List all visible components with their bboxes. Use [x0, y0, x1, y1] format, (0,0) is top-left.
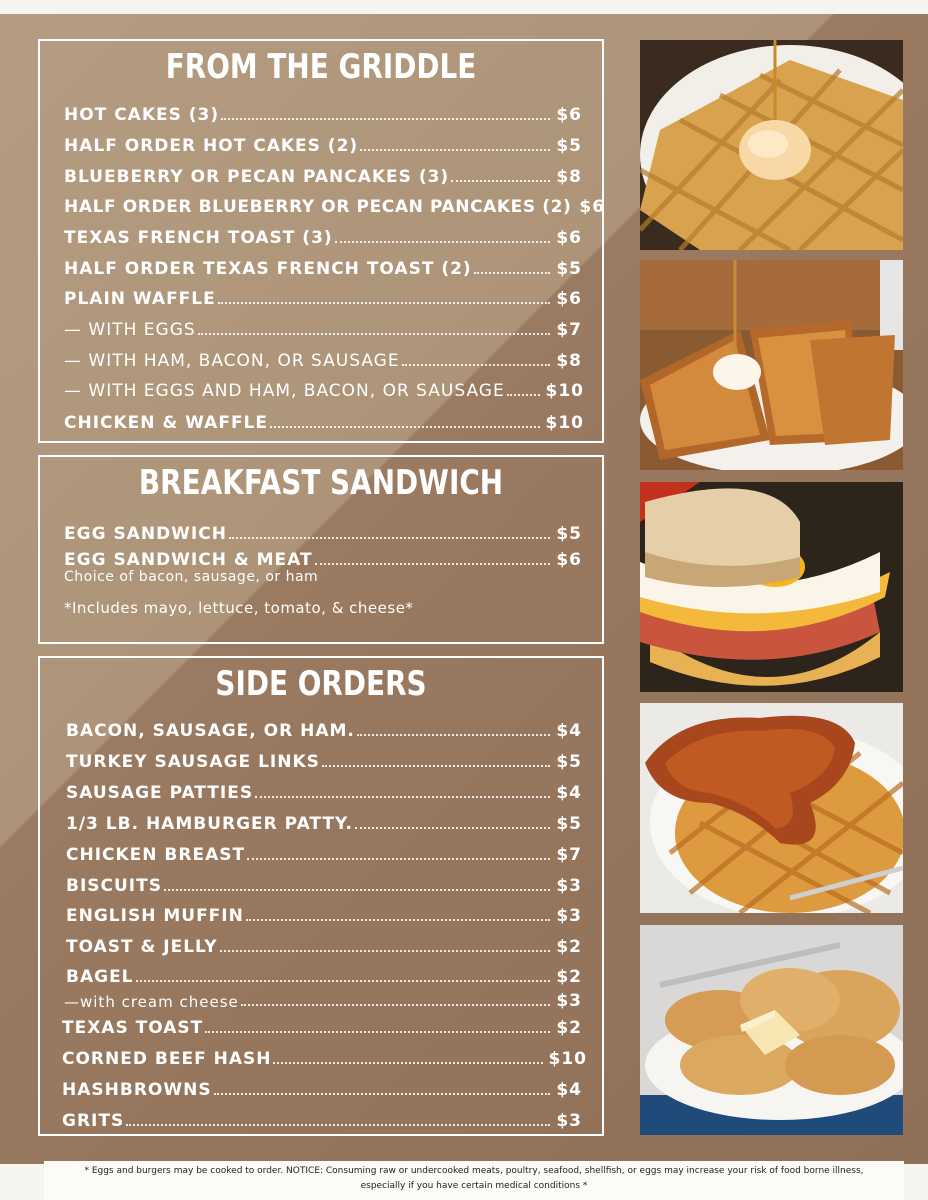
menu-item: BLUEBERRY OR PECAN PANCAKES (3) $8 — [64, 167, 582, 187]
price: $5 — [556, 814, 582, 834]
price: $4 — [556, 783, 582, 803]
price: $6 — [556, 228, 582, 248]
menu-item: ENGLISH MUFFIN $3 — [66, 906, 582, 926]
menu-item: HALF ORDER TEXAS FRENCH TOAST (2) $5 — [64, 259, 582, 279]
price: $2 — [556, 1018, 582, 1038]
price: $6 — [556, 289, 582, 309]
menu-item: HASHBROWNS $4 — [62, 1080, 582, 1100]
menu-item: TOAST & JELLY $2 — [66, 937, 582, 957]
price: $10 — [548, 1049, 587, 1069]
footer-line-1: * Eggs and burgers may be cooked to order. NOTICE: Consuming raw or undercooked meats, poultry, seafood, shellfish, or eggs may increase your risk of food borne illness, — [84, 1166, 864, 1176]
menu-item: CHICKEN BREAST $7 — [66, 845, 582, 865]
price: $5 — [556, 136, 582, 156]
menu-item: HALF ORDER HOT CAKES (2) $5 — [64, 136, 582, 156]
menu-item: BACON, SAUSAGE, OR HAM. $4 — [66, 721, 582, 741]
price: $8 — [556, 351, 582, 371]
menu-item: — WITH EGGS AND HAM, BACON, OR SAUSAGE $10 — [64, 381, 584, 401]
price: $10 — [545, 413, 584, 433]
price: $6 — [556, 105, 582, 125]
menu-item: CORNED BEEF HASH $10 — [62, 1049, 587, 1069]
footer-line-2: especially if you have certain medical conditions * — [360, 1181, 588, 1191]
choice-note: Choice of bacon, sausage, or ham — [64, 569, 319, 585]
menu-item: — WITH HAM, BACON, OR SAUSAGE $8 — [64, 351, 582, 371]
pancakes-with-butter-photo — [640, 925, 903, 1135]
menu-item: 1/3 LB. HAMBURGER PATTY. $5 — [66, 814, 582, 834]
menu-item: EGG SANDWICH $5 — [64, 524, 582, 544]
price: $6 — [556, 550, 582, 570]
price: $3 — [556, 876, 582, 896]
price: $2 — [556, 967, 582, 987]
price: $10 — [545, 381, 584, 401]
price: $5 — [556, 259, 582, 279]
price: $4 — [556, 1080, 582, 1100]
price: $5 — [556, 524, 582, 544]
side-orders-section — [38, 656, 604, 1136]
menu-item: SAUSAGE PATTIES $4 — [66, 783, 582, 803]
french-toast-photo — [640, 260, 903, 470]
price: $6 — [579, 197, 606, 217]
includes-note: *Includes mayo, lettuce, tomato, & cheese* — [64, 599, 414, 617]
menu-item: CHICKEN & WAFFLE $10 — [64, 413, 584, 433]
sandwich-title: BREAKFAST SANDWICH — [138, 463, 504, 503]
menu-item: BISCUITS $3 — [66, 876, 582, 896]
menu-item: EGG SANDWICH & MEAT $6 — [64, 550, 582, 570]
menu-item: BAGEL $2 — [66, 967, 582, 987]
price: $4 — [556, 721, 582, 741]
menu-item: —with cream cheese $3 — [64, 991, 582, 1011]
menu-item: TURKEY SAUSAGE LINKS $5 — [66, 752, 582, 772]
menu-item: HALF ORDER BLUEBERRY OR PECAN PANCAKES (2) $6 — [64, 197, 606, 217]
griddle-section — [38, 39, 604, 443]
waffle-with-butter-photo — [640, 40, 903, 250]
breakfast-sandwich-section — [38, 455, 604, 644]
chicken-and-waffle-photo — [640, 703, 903, 913]
egg-bacon-sandwich-photo — [640, 482, 903, 692]
sides-title: SIDE ORDERS — [215, 664, 427, 704]
menu-item: — WITH EGGS $7 — [64, 320, 582, 340]
price: $3 — [556, 1111, 582, 1131]
menu-item: TEXAS FRENCH TOAST (3) $6 — [64, 228, 582, 248]
griddle-title: FROM THE GRIDDLE — [165, 47, 477, 87]
menu-item: TEXAS TOAST $2 — [62, 1018, 582, 1038]
footer-notice — [44, 1161, 904, 1200]
price: $2 — [556, 937, 582, 957]
menu-item: HOT CAKES (3) $6 — [64, 105, 582, 125]
price: $3 — [556, 906, 582, 926]
price: $7 — [556, 320, 582, 340]
price: $7 — [556, 845, 582, 865]
price: $8 — [556, 167, 582, 187]
menu-item: GRITS $3 — [62, 1111, 582, 1131]
price: $5 — [556, 752, 582, 772]
menu-item: PLAIN WAFFLE $6 — [64, 289, 582, 309]
price: $3 — [556, 991, 582, 1011]
